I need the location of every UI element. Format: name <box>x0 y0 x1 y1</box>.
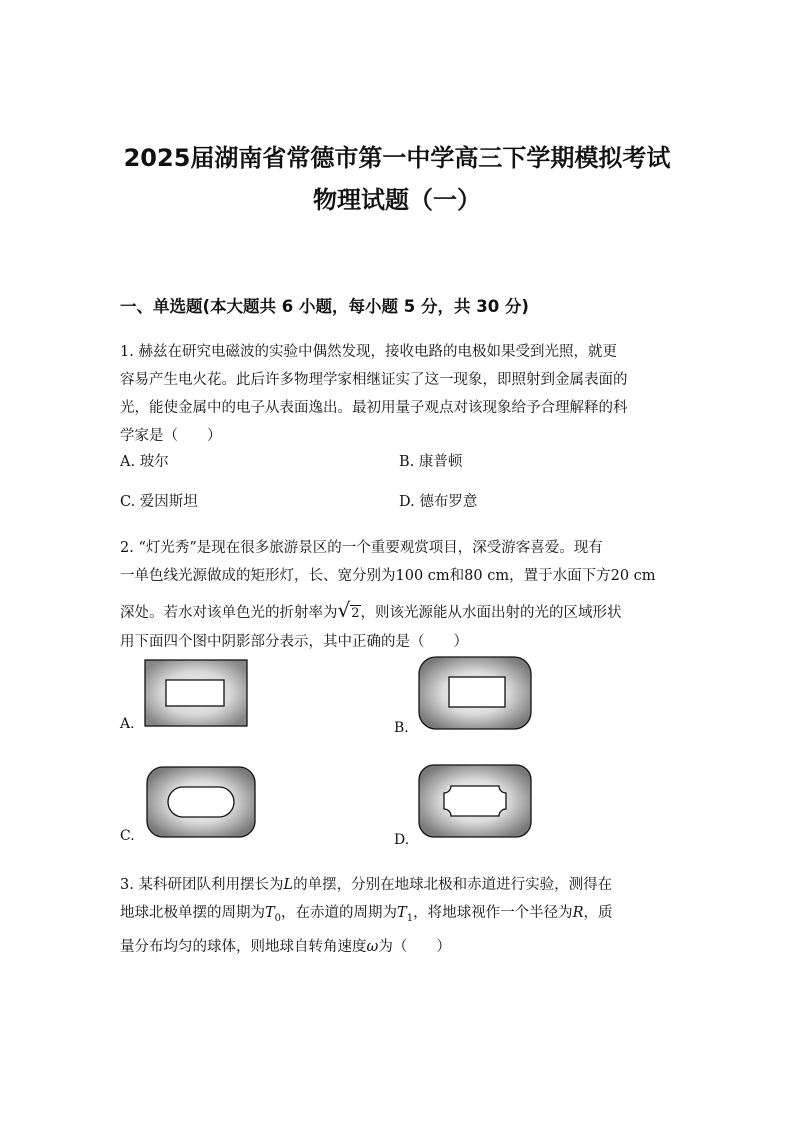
question-3-line <box>120 871 680 899</box>
figure-c-label: C. <box>120 828 135 844</box>
var-T: T <box>397 905 407 921</box>
subscript-1: 1 <box>406 912 414 924</box>
text-run: 深处。若水对该单色光的折射率为 <box>120 605 338 621</box>
text-run: ，将地球视作一个半径为 <box>413 905 573 921</box>
q1-option-b: B. 康普顿 <box>399 454 463 470</box>
question-2-line <box>120 596 680 628</box>
question-1-line: 容易产生电火花。此后许多物理学家相继证实了这一现象，即照射到金属表面的 <box>120 372 628 388</box>
question-2-line: 用下面四个图中阴影部分表示，其中正确的是（ ） <box>120 634 468 650</box>
text-run: 为（ ） <box>378 938 451 955</box>
var-T1 <box>397 905 414 924</box>
question-2-line <box>120 562 680 590</box>
figure-d-label: D. <box>394 832 410 848</box>
question-2 <box>120 534 680 656</box>
figure-d <box>418 764 534 840</box>
figure-b-label: B. <box>394 720 409 736</box>
var-T0 <box>265 905 282 924</box>
text-run: 3. 某科研团队利用摆长为 <box>120 877 284 893</box>
question-3-line <box>120 899 680 933</box>
var-omega: ω <box>366 938 379 955</box>
text-run: 和 <box>449 568 465 584</box>
question-1-line: 光，能使金属中的电子从表面逸出。最初用量子观点对该现象给予合理解释的科 <box>120 400 628 416</box>
text-run: 地球北极单摆的周期为 <box>120 905 265 921</box>
question-1-line: 1. 赫兹在研究电磁波的实验中偶然发现，接收电路的电极如果受到光照，就更 <box>120 344 617 360</box>
question-1-line: 学家是（ ） <box>120 428 222 444</box>
depth-value: 20 cm <box>610 568 656 584</box>
sqrt-argument: 2 <box>351 606 360 621</box>
q1-option-c: C. 爱因斯坦 <box>120 494 198 510</box>
text-run: 量分布均匀的球体，则地球自转角速度 <box>120 938 367 955</box>
length-value: 100 cm <box>395 568 450 584</box>
figure-a <box>144 659 250 729</box>
text-run: ，在赤道的周期为 <box>281 905 398 921</box>
question-2-line: 2. “灯光秀”是现在很多旅游景区的一个重要观赏项目，深受游客喜爱。现有 <box>120 540 603 556</box>
page-title-line-2: 物理试题（一） <box>313 186 481 214</box>
figure-b <box>418 656 534 732</box>
var-R: R <box>572 905 584 921</box>
text-run: 的单摆，分别在地球北极和赤道进行实验，测得在 <box>293 877 613 893</box>
subscript-0: 0 <box>274 912 282 924</box>
text-run: ，质 <box>583 905 613 921</box>
question-3 <box>120 871 680 961</box>
var-T: T <box>265 905 275 921</box>
sqrt-expression <box>337 598 361 622</box>
q1-option-d: D. 德布罗意 <box>399 494 478 510</box>
q1-option-a: A. 玻尔 <box>120 454 169 470</box>
sqrt-sign: √ <box>337 598 351 622</box>
text-run: 一单色线光源做成的矩形灯，长、宽分别为 <box>120 568 396 584</box>
page-title-line-1: 2025届湖南省常德市第一中学高三下学期模拟考试 <box>123 144 671 172</box>
figure-c <box>146 766 258 840</box>
text-run: ，则该光源能从水面出射的光的区域形状 <box>360 605 622 621</box>
var-L: L <box>283 877 294 893</box>
question-3-line <box>120 933 680 961</box>
figure-a-label: A. <box>120 716 135 732</box>
text-run: ，置于水面下方 <box>509 568 611 584</box>
question-1 <box>120 338 680 450</box>
section-heading: 一、单选题(本大题共 6 小题，每小题 5 分，共 30 分) <box>120 297 529 316</box>
width-value: 80 cm <box>464 568 510 584</box>
